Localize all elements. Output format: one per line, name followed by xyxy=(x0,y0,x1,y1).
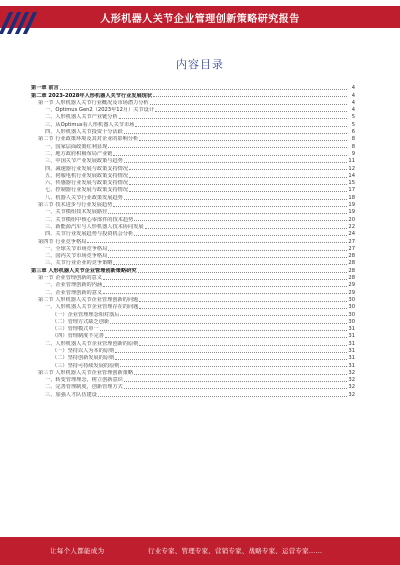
toc-entry-page: 24 xyxy=(348,231,355,238)
toc-entry-page: 30 xyxy=(348,311,355,318)
dot-leader xyxy=(108,257,347,258)
toc-entry-label: 一、转变管理理念，树立创新意识 xyxy=(45,377,123,384)
toc-entry-label: （三）坚持可持续发展的原则 xyxy=(52,362,120,369)
dot-leader xyxy=(103,286,347,287)
toc-entry[interactable] xyxy=(31,266,355,273)
toc-entry-label: 四、减速器行业发展与政策支持情况 xyxy=(45,165,129,172)
toc-entry-page: 32 xyxy=(348,384,355,391)
toc-entry-page: 5 xyxy=(351,121,355,128)
toc-entry-page: 31 xyxy=(348,347,355,354)
toc-entry-label: 二、地方政府积极布局产业链 xyxy=(45,150,113,157)
toc-entry-page: 31 xyxy=(348,355,355,362)
toc-entry-page: 18 xyxy=(348,194,355,201)
toc-entry-label: 第三节 人形机器人关节企业管理创新策略 xyxy=(38,369,134,376)
toc-entry-label: 二、关节模组中核心零部件的技术趋势 xyxy=(45,216,134,223)
toc-entry-page: 4 xyxy=(351,92,355,99)
dot-leader xyxy=(153,96,347,97)
dot-leader xyxy=(129,169,347,170)
dot-leader xyxy=(155,111,347,112)
dot-leader xyxy=(108,250,347,251)
toc-entry-page: 30 xyxy=(348,304,355,311)
toc-entry-page: 19 xyxy=(348,209,355,216)
toc-entry-label: 三、加强人才队伍建设 xyxy=(45,391,97,398)
toc-entry-page: 28 xyxy=(348,267,355,274)
report-title: 人形机器人关节企业管理创新策略研究报告 xyxy=(100,14,300,25)
toc-entry-page: 4 xyxy=(351,85,355,92)
dot-leader xyxy=(150,104,347,105)
toc-entry-page: 31 xyxy=(348,326,355,333)
toc-entry[interactable] xyxy=(31,223,355,230)
dot-leader xyxy=(105,337,347,338)
toc-entry-label: 一、国家层面政策红利显现 xyxy=(45,143,108,150)
toc-entry[interactable] xyxy=(31,230,355,237)
toc-entry-label: （一）坚持以人为本的原则 xyxy=(52,347,115,354)
toc-entry[interactable] xyxy=(31,186,355,193)
toc-entry[interactable] xyxy=(31,91,355,98)
toc-entry-label: 二、国内关节市场竞争格局 xyxy=(45,253,108,260)
toc-entry[interactable] xyxy=(31,354,355,361)
toc-entry-page: 14 xyxy=(348,172,355,179)
toc-entry-page: 29 xyxy=(348,289,355,296)
toc-entry[interactable] xyxy=(31,135,355,142)
toc-entry-label: 三、中国关节产业发展政策与趋势 xyxy=(45,158,123,165)
dot-leader xyxy=(98,396,347,397)
dot-leader xyxy=(103,293,347,294)
toc-entry-page: 29 xyxy=(348,282,355,289)
dot-leader xyxy=(87,242,347,243)
toc-entry-label: （二）坚持创新发展的原则 xyxy=(52,355,115,362)
toc-entry-label: 三、新能源汽车与人形机器人技术协同发展 xyxy=(45,223,144,230)
dot-leader xyxy=(113,155,347,156)
toc-entry[interactable] xyxy=(31,281,355,288)
toc-entry-label: 四、人形机器人关节投资十分活跃 xyxy=(45,129,123,136)
toc-entry-label: 二、企业管理创新的意义 xyxy=(45,289,103,296)
toc-entry-page: 20 xyxy=(348,216,355,223)
toc-entry-page: 5 xyxy=(351,114,355,121)
toc-entry-page: 4 xyxy=(351,107,355,114)
toc-entry[interactable] xyxy=(31,339,355,346)
toc-entry-page: 31 xyxy=(348,340,355,347)
toc-entry[interactable] xyxy=(31,310,355,317)
toc-entry-label: 第二节 行业政策环境及其对企业的影响分析 xyxy=(38,136,139,143)
toc-entry-label: 六、传感器行业发展与政策支持情况 xyxy=(45,180,129,187)
toc-entry-page: 12 xyxy=(348,165,355,172)
dot-leader xyxy=(110,323,347,324)
toc-entry[interactable] xyxy=(31,318,355,325)
toc-entry-label: 第四节 行业竞争格局 xyxy=(38,238,87,245)
toc-entry-label: 第一章 前言 xyxy=(31,85,59,92)
toc-entry-page: 19 xyxy=(348,202,355,209)
toc-entry[interactable] xyxy=(31,164,355,171)
table-of-contents xyxy=(31,84,355,398)
toc-entry[interactable] xyxy=(31,201,355,208)
toc-entry-label: 第二节 人形机器人关节企业管理创新的问题 xyxy=(38,296,139,303)
toc-entry[interactable] xyxy=(31,376,355,383)
dot-leader xyxy=(108,213,347,214)
toc-entry[interactable] xyxy=(31,369,355,376)
toc-entry-label: 一、关节模组技术发展路径 xyxy=(45,209,108,216)
dot-leader xyxy=(129,177,347,178)
dot-leader xyxy=(139,301,347,302)
toc-entry-label: 八、机器人关节行业政策发展趋势 xyxy=(45,194,123,201)
dot-leader xyxy=(135,126,347,127)
toc-entry[interactable] xyxy=(31,106,355,113)
toc-entry[interactable] xyxy=(31,245,355,252)
dot-leader xyxy=(145,228,347,229)
footer-roles: 行业专家、管理专家、营销专家、战略专家、运营专家…… xyxy=(148,547,323,555)
dot-leader xyxy=(120,366,347,367)
toc-entry-label: 四、关节行业发展趋势与投资机会分析 xyxy=(45,231,134,238)
toc-entry-label: （三）管理模式单一 xyxy=(52,326,99,333)
dot-leader xyxy=(129,184,347,185)
toc-entry[interactable] xyxy=(31,172,355,179)
toc-entry-page: 31 xyxy=(348,362,355,369)
toc-entry[interactable] xyxy=(31,113,355,120)
toc-entry-label: 三、从Optimus看人形机器人关节市场 xyxy=(45,121,135,128)
toc-entry[interactable] xyxy=(31,237,355,244)
toc-entry-page: 15 xyxy=(348,180,355,187)
toc-entry[interactable] xyxy=(31,157,355,164)
toc-entry[interactable] xyxy=(31,84,355,91)
toc-entry-page: 22 xyxy=(348,223,355,230)
dot-leader xyxy=(115,359,347,360)
toc-entry-label: 五、伺服电机行业发展政策支持情况 xyxy=(45,172,129,179)
dot-leader xyxy=(115,352,347,353)
toc-entry[interactable] xyxy=(31,99,355,106)
toc-entry-label: 二、完善管理制度，创新管理方式 xyxy=(45,384,123,391)
dot-leader xyxy=(139,345,347,346)
toc-entry-page: 11 xyxy=(348,158,355,165)
dot-leader xyxy=(124,133,347,134)
dot-leader xyxy=(134,374,347,375)
toc-heading: 内容目录 xyxy=(176,58,224,71)
dot-leader xyxy=(124,381,347,382)
toc-entry-label: 七、控制器行业发展与政策支持情况 xyxy=(45,187,129,194)
dot-leader xyxy=(129,191,347,192)
toc-entry-label: 二、人形机器人关节企业管理创新的原则 xyxy=(45,340,139,347)
toc-entry[interactable] xyxy=(31,361,355,368)
dot-leader xyxy=(134,220,347,221)
toc-entry-page: 31 xyxy=(348,333,355,340)
footer-slogan: 让每个人都能成为 xyxy=(50,547,105,555)
toc-entry-label: 第一节 企业管理创新的意义 xyxy=(38,275,102,282)
toc-entry[interactable] xyxy=(31,215,355,222)
toc-entry[interactable] xyxy=(31,325,355,332)
toc-entry-label: 第三章 人形机器人关节企业管理创新策略研究 xyxy=(31,267,137,274)
toc-entry-label: （二）管理方式缺乏创新 xyxy=(52,318,110,325)
dot-leader xyxy=(124,162,347,163)
toc-entry-page: 8 xyxy=(351,143,355,150)
dot-leader xyxy=(113,264,347,265)
toc-entry-page: 27 xyxy=(348,245,355,252)
toc-entry[interactable] xyxy=(31,390,355,397)
toc-entry[interactable] xyxy=(31,383,355,390)
toc-entry-page: 8 xyxy=(351,136,355,143)
toc-entry-label: 三、关节行业企业的竞争策略 xyxy=(45,260,113,267)
dot-leader xyxy=(113,206,347,207)
toc-entry[interactable] xyxy=(31,332,355,339)
dot-leader xyxy=(138,272,347,273)
title-bar xyxy=(0,6,400,28)
dot-leader xyxy=(124,388,347,389)
toc-entry[interactable] xyxy=(31,303,355,310)
toc-entry[interactable] xyxy=(31,274,355,281)
dot-leader xyxy=(60,89,347,90)
toc-entry[interactable] xyxy=(31,193,355,200)
toc-entry[interactable] xyxy=(31,150,355,157)
toc-entry-label: 第二章 2023-2028年人形机器人关节行业发展现状 xyxy=(31,92,153,99)
toc-entry[interactable] xyxy=(31,288,355,295)
toc-entry-label: 一、企业管理创新的内涵 xyxy=(45,282,103,289)
toc-entry-label: （一）企业管理理念相对落后 xyxy=(52,311,120,318)
toc-entry-label: 一、全球关节市场竞争格局 xyxy=(45,245,108,252)
toc-entry[interactable] xyxy=(31,179,355,186)
toc-entry-page: 32 xyxy=(348,369,355,376)
toc-entry-page: 28 xyxy=(348,260,355,267)
toc-entry-page: 9 xyxy=(351,150,355,157)
toc-entry-page: 32 xyxy=(348,391,355,398)
dot-leader xyxy=(119,118,347,119)
toc-entry-page: 27 xyxy=(348,238,355,245)
dot-leader xyxy=(124,199,347,200)
toc-entry-page: 6 xyxy=(351,129,355,136)
toc-entry-page: 30 xyxy=(348,296,355,303)
dot-leader xyxy=(100,330,347,331)
toc-entry[interactable] xyxy=(31,128,355,135)
dot-leader xyxy=(120,315,347,316)
toc-entry-page: 32 xyxy=(348,377,355,384)
toc-entry-page: 28 xyxy=(348,275,355,282)
dot-leader xyxy=(103,279,347,280)
toc-entry-label: （四）管理制度不完善 xyxy=(52,333,104,340)
toc-entry-label: 第三节 技术进步与行业发展趋势 xyxy=(38,202,113,209)
toc-entry-label: 一、Optimus Gen2（2023年12月）关节设计 xyxy=(45,107,155,114)
toc-entry-label: 第一节 人形机器人关节行业概况及市场潜力分析 xyxy=(38,99,149,106)
dot-leader xyxy=(134,235,347,236)
toc-entry-page: 30 xyxy=(348,318,355,325)
toc-entry[interactable] xyxy=(31,208,355,215)
header xyxy=(0,0,400,32)
toc-entry[interactable] xyxy=(31,120,355,127)
footer-bar xyxy=(0,537,400,565)
toc-entry[interactable] xyxy=(31,142,355,149)
toc-entry-page: 4 xyxy=(351,99,355,106)
toc-entry-label: 二、人形机器人关节产业链分析 xyxy=(45,114,118,121)
toc-entry-label: 一、人形机器人关节企业管理存在的问题 xyxy=(45,304,139,311)
toc-entry[interactable] xyxy=(31,347,355,354)
toc-entry[interactable] xyxy=(31,259,355,266)
toc-entry[interactable] xyxy=(31,296,355,303)
toc-entry[interactable] xyxy=(31,252,355,259)
dot-leader xyxy=(108,147,347,148)
toc-entry-page: 28 xyxy=(348,253,355,260)
toc-entry-page: 17 xyxy=(348,187,355,194)
dot-leader xyxy=(139,140,347,141)
dot-leader xyxy=(139,308,347,309)
